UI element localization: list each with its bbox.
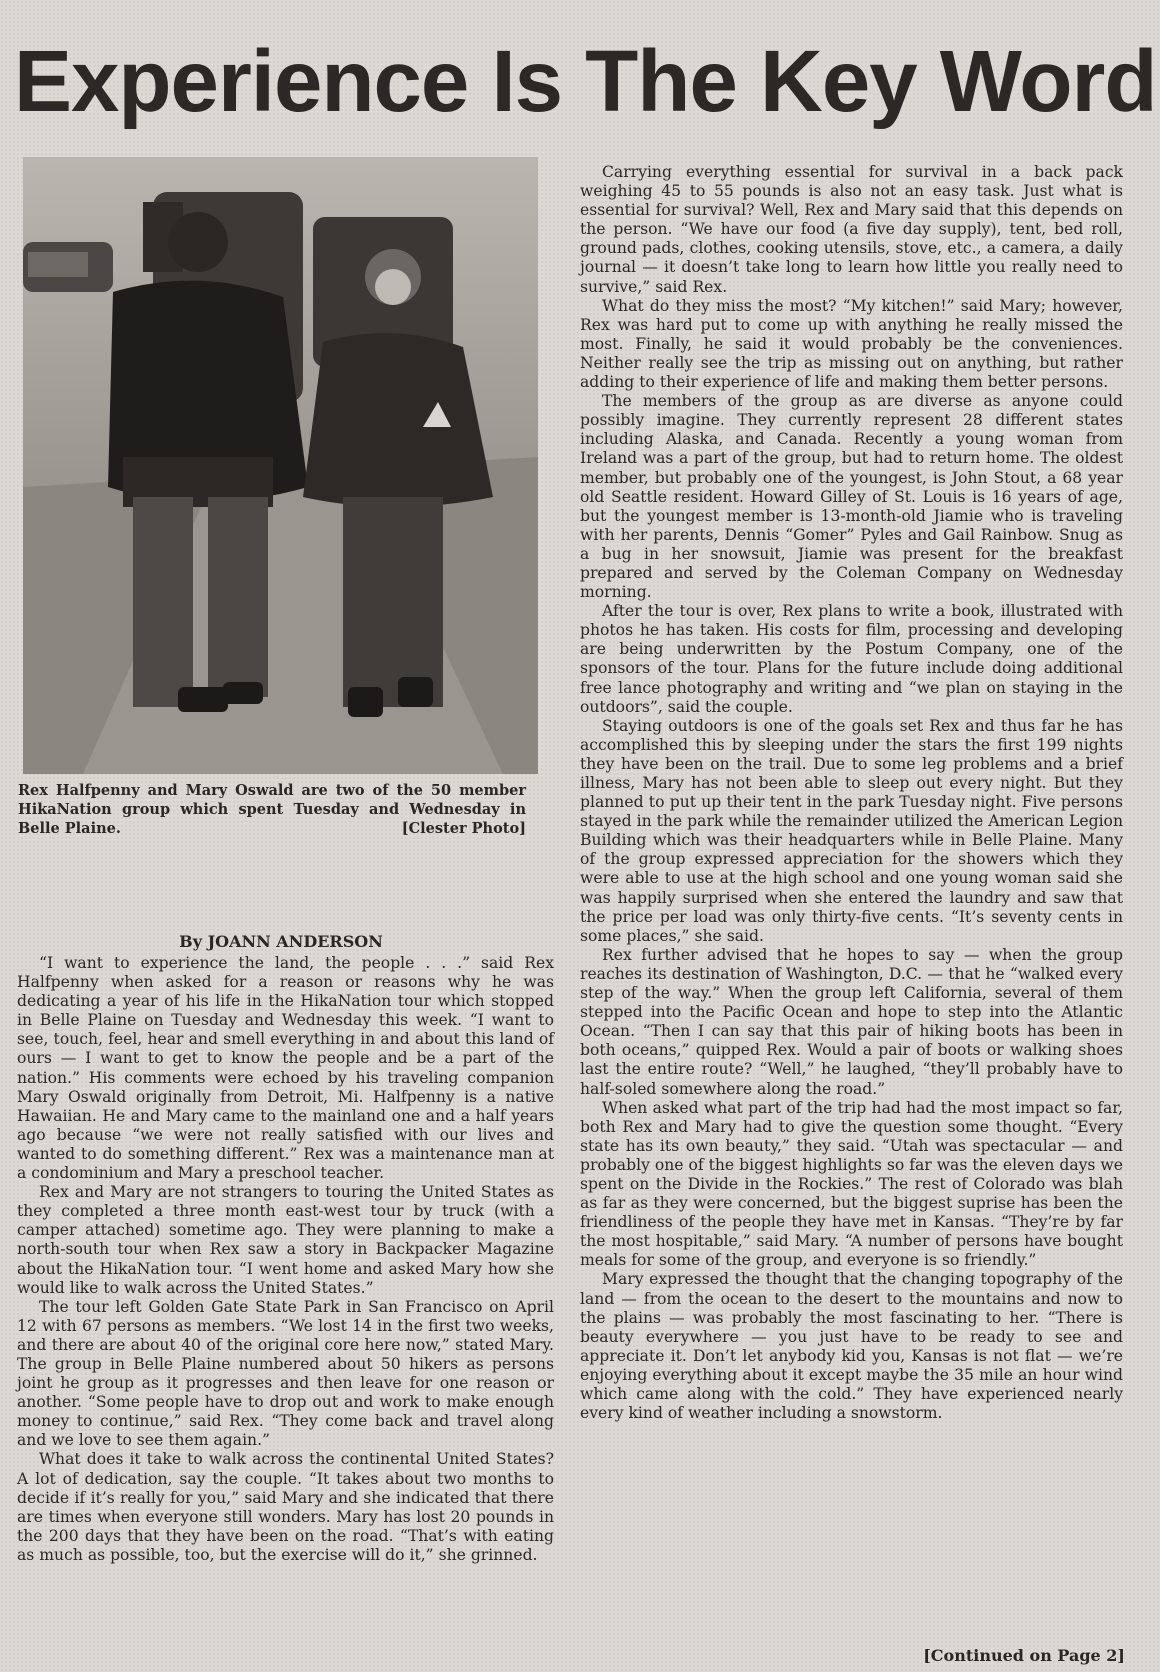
paragraph: What does it take to walk across the continental United States? A lot of dedication, say the couple. “It takes about two months to decide if it’s really for you,” said Mary and she indicated that there are times when everyone still wonders. Mary has lost 20 pounds in the 200 days that they have been on the road. “That’s with eating as much as possible, too, but the exercise will do it,” she grinned. <box>17 1450 554 1564</box>
byline: By JOANN ANDERSON <box>179 932 383 951</box>
continued-notice: [Continued on Page 2] <box>923 1646 1125 1665</box>
headline: Experience Is The Key Word <box>14 33 1157 130</box>
paragraph: Rex and Mary are not strangers to touring the United States as they completed a three month east-west tour by truck (with a camper attached) sometime ago. They were planning to make a north-south tour when Rex saw a story in Backpacker Magazine about the HikaNation tour. “I went home and asked Mary how she would like to walk across the United States.” <box>17 1183 554 1297</box>
paragraph: When asked what part of the trip had had the most impact so far, both Rex and Mary had to give the question some thought. “Every state has its own beauty,” they said. “Utah was spectacular — and probably one of the biggest highlights so far was the eleven days we spent on the Divide in the Rockies.” The rest of Colorado was blah as far as they were concerned, but the biggest suprise has been the friendliness of the people they have met in Kansas. “They’re by far the most hospitable,” said Mary. “A number of persons have bought meals for some of the group, and everyone is so friendly.” <box>580 1098 1123 1270</box>
photo-credit: [Clester Photo] <box>401 820 526 837</box>
paragraph: “I want to experience the land, the people . . .” said Rex Halfpenny when asked for a reason or reasons why he was dedicating a year of his life in the HikaNation tour which stopped in Belle Plaine on Tuesday and Wednesday this week. “I want to see, touch, feel, hear and smell everything in and about this land of ours — I want to get to know the people and be a part of the nation.” His comments were echoed by his traveling companion Mary Oswald originally from Detroit, Mi. Halfpenny is a native Hawaiian. He and Mary came to the mainland one and a half years ago because “we were not really satisfied with our lives and wanted to do something different.” Rex was a maintenance man at a condominium and Mary a preschool teacher. <box>17 954 554 1183</box>
paragraph: What do they miss the most? “My kitchen!” said Mary; however, Rex was hard put to come up with anything he really missed the most. Finally, he said it would probably be the conveniences. Neither really see the trip as missing out on anything, but rather adding to their experience of life and making them better persons. <box>580 296 1123 392</box>
paragraph: Staying outdoors is one of the goals set Rex and thus far he has accomplished this by sleeping under the stars the first 199 nights they have been on the trail. Due to some leg problems and a brief illness, Mary has not been able to sleep out every night. But they planned to put up their tent in the park Tuesday night. Five persons stayed in the park while the remainder utilized the American Legion Building which was their headquarters while in Belle Plaine. Many of the group expressed appreciation for the showers which they were able to use at the high school and one young woman said she was happily surprised when she entered the laundry and saw that the price per load was only thirty-five cents. “It’s seventy cents in some places,” she said. <box>580 716 1123 945</box>
article-column-left <box>17 954 554 1565</box>
caption-text: Rex Halfpenny and Mary Oswald are two of the 50 member HikaNation group which spent Tuesday and Wednesday in Belle Plaine. <box>18 782 526 837</box>
paragraph: The tour left Golden Gate State Park in San Francisco on April 12 with 67 persons as members. “We lost 14 in the first two weeks, and there are about 40 of the original core here now,” stated Mary. The group in Belle Plaine numbered about 50 hikers as persons joint he group as it progresses and then leave for one reason or another. “Some people have to drop out and work to make enough money to continue,” said Rex. “They come back and travel along and we love to see them again.” <box>17 1297 554 1450</box>
paragraph: Rex further advised that he hopes to say — when the group reaches its destination of Washington, D.C. — that he “walked every step of the way.” When the group left California, several of them stepped into the Pacific Ocean and hope to step into the Atlantic Ocean. “Then I can say that this pair of hiking boots has been in both oceans,” quipped Rex. Would a pair of boots or walking shoes last the entire route? “Well,” he laughed, “they’ll probably have to half-soled somewhere along the road.” <box>580 945 1123 1098</box>
paragraph: Carrying everything essential for survival in a back pack weighing 45 to 55 pounds is also not an easy task. Just what is essential for survival? Well, Rex and Mary said that this depends on the person. “We have our food (a five day supply), tent, bed roll, ground pads, clothes, cooking utensils, stove, etc., a camera, a daily journal — it doesn’t take long to learn how little you really need to survive,” said Rex. <box>580 163 1123 296</box>
hikers-photo-icon <box>23 157 538 774</box>
paragraph: Mary expressed the thought that the changing topography of the land — from the ocean to the desert to the mountains and now to the plains — was probably the most fascinating to her. “There is beauty everywhere — you just have to be ready to see and appreciate it. Don’t let anybody kid you, Kansas is not flat — we’re enjoying everything about it except maybe the 35 mile an hour wind which came along with the cold.” They have experienced nearly every kind of weather including a snowstorm. <box>580 1270 1123 1423</box>
article-column-right <box>580 163 1123 1423</box>
paragraph: After the tour is over, Rex plans to write a book, illustrated with photos he has taken. His costs for film, processing and developing are being underwritten by the Postum Company, one of the sponsors of the tour. Plans for the future include doing additional free lance photography and writing and “we plan on staying in the outdoors”, said the couple. <box>580 602 1123 716</box>
paragraph: The members of the group as are diverse as anyone could possibly imagine. They currently represent 28 different states including Alaska, and Canada. Recently a young woman from Ireland was a part of the group, but had to return home. The oldest member, but probably one of the youngest, is John Stout, a 68 year old Seattle resident. Howard Gilley of St. Louis is 16 years of age, but the youngest member is 13-month-old Jiamie who is traveling with her parents, Dennis “Gomer” Pyles and Gail Rainbow. Snug as a bug in her snowsuit, Jiamie was present for the breakfast prepared and served by the Coleman Company on Wednesday morning. <box>580 392 1123 602</box>
article-photo <box>23 157 538 774</box>
photo-caption <box>18 781 526 838</box>
